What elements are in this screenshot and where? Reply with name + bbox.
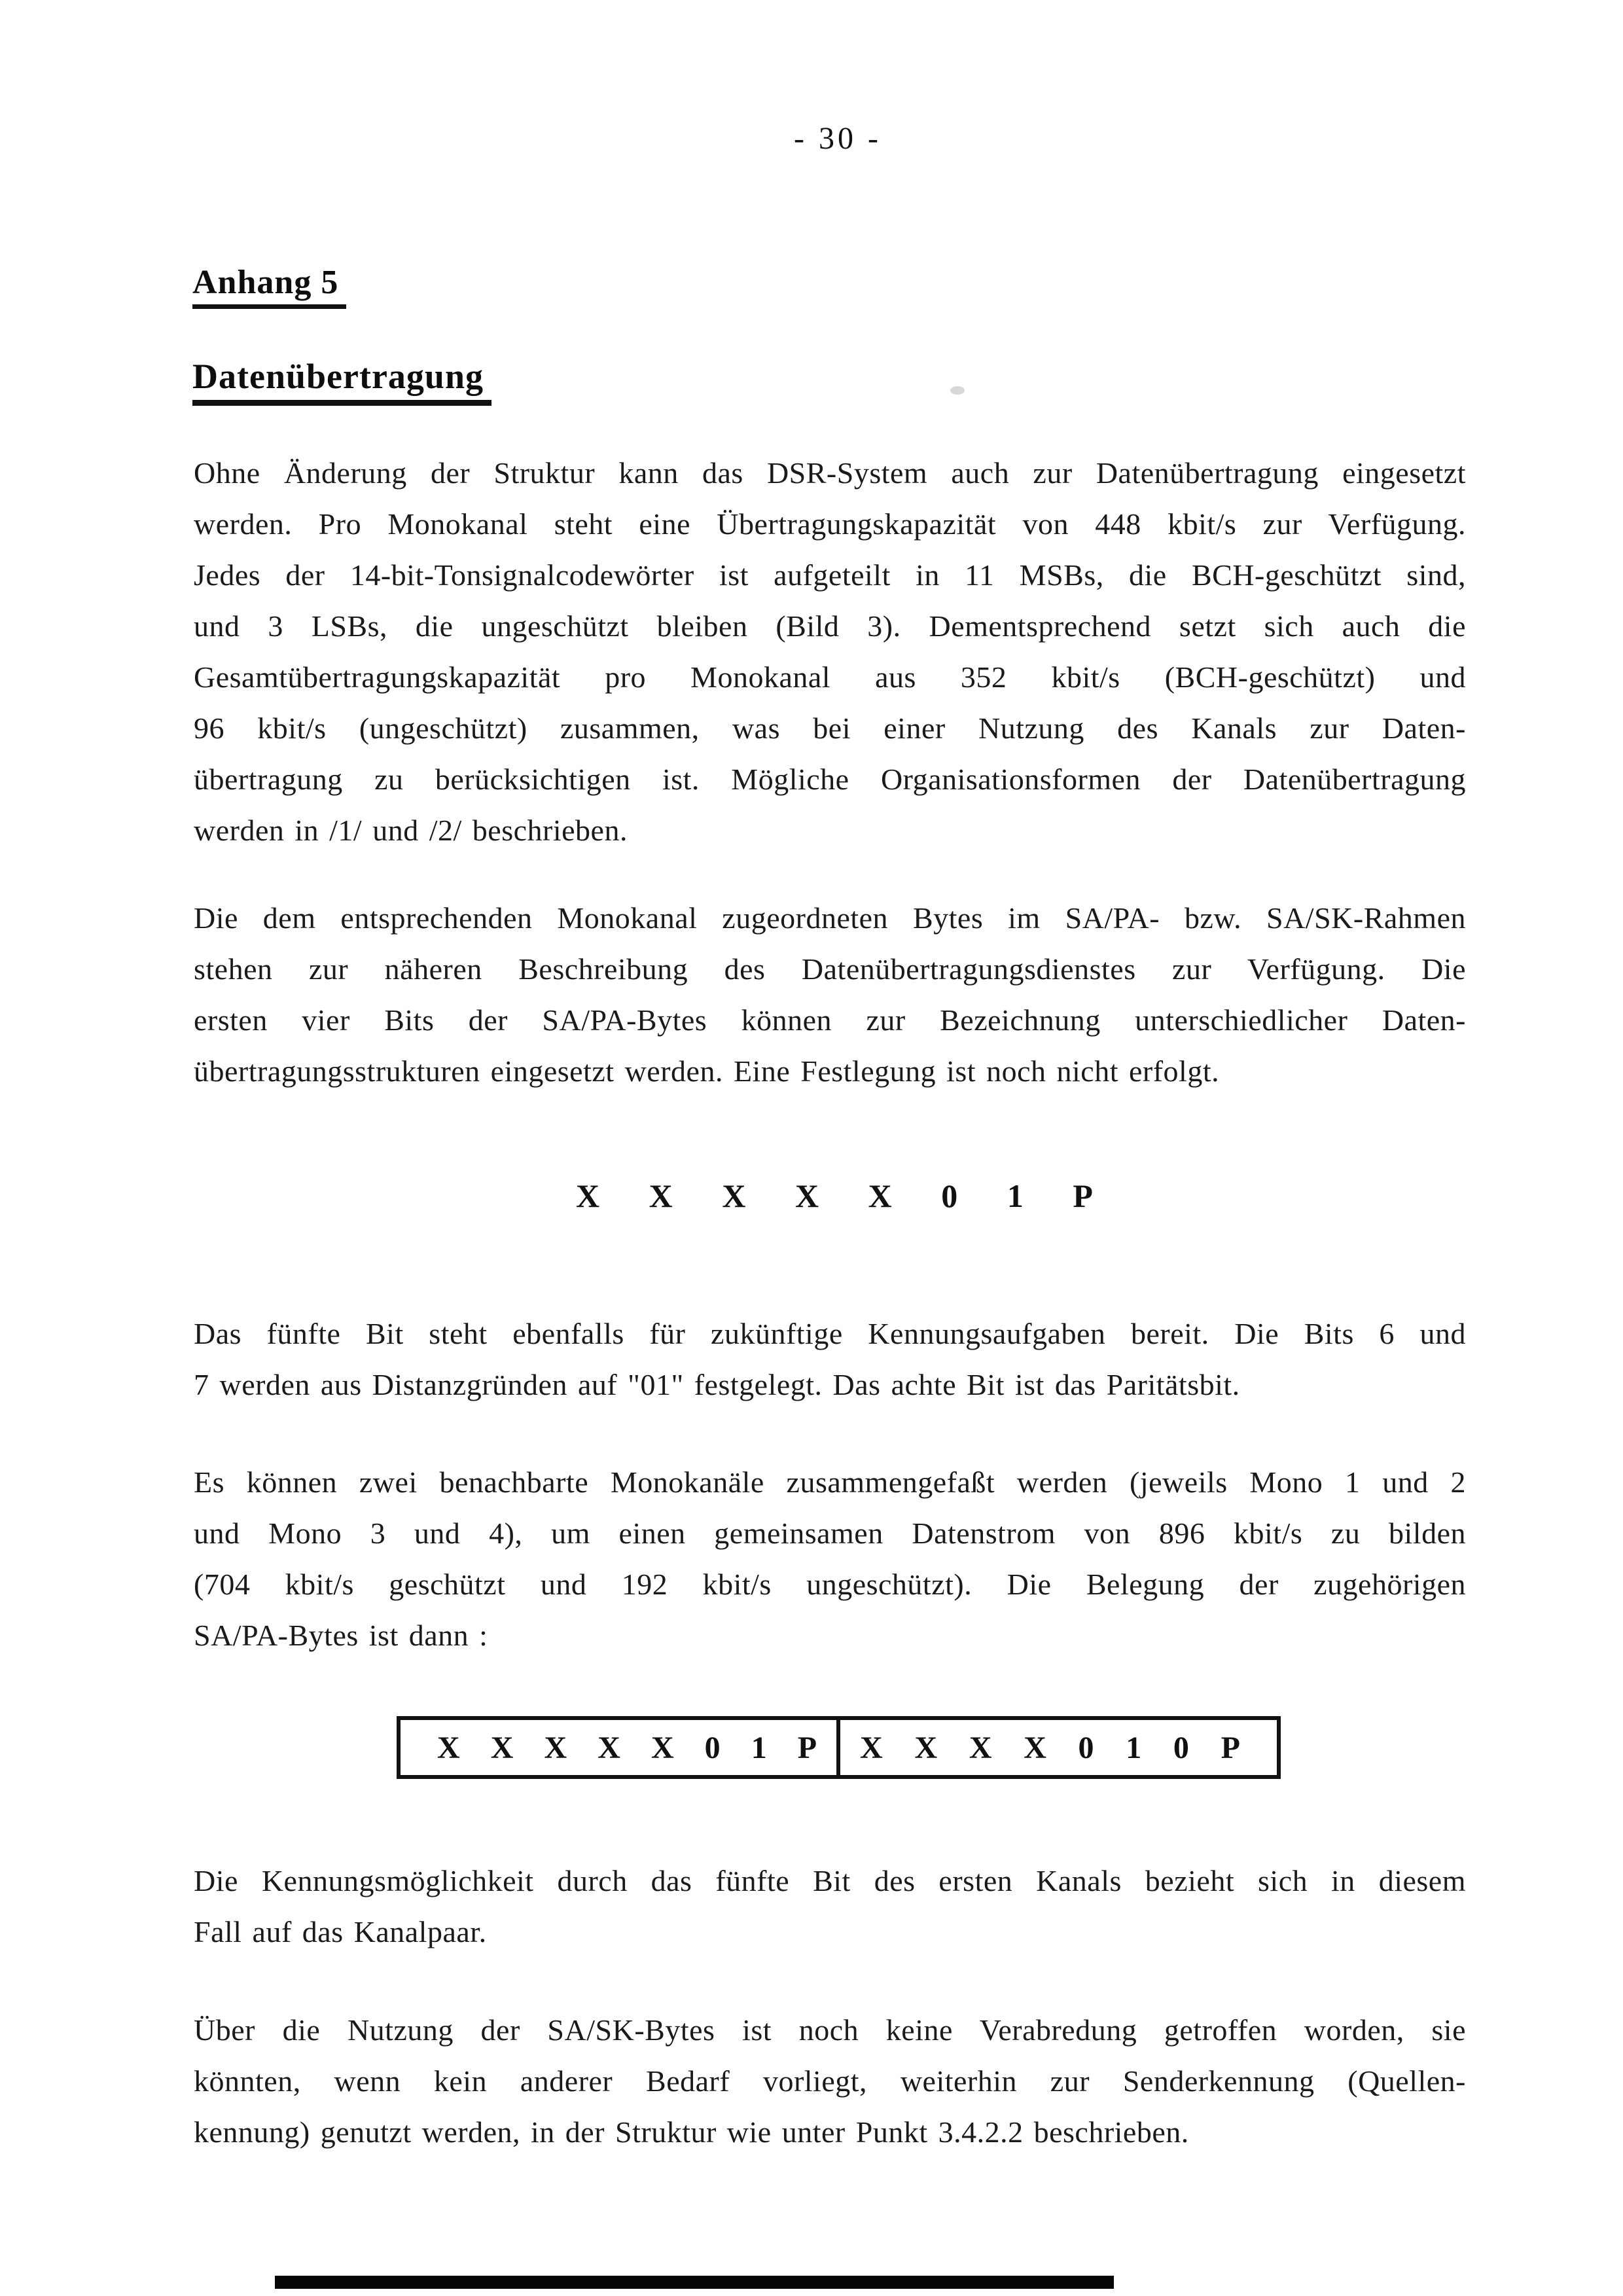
bit-symbol: X bbox=[969, 1730, 992, 1765]
byte-pattern-cell-second-channel bbox=[840, 1720, 1277, 1775]
text-line: 7 werden aus Distanzgründen auf "01" festgelegt. Das achte Bit ist das Paritätsbit. bbox=[194, 1368, 1240, 1401]
paragraph-kennung bbox=[194, 1856, 1466, 1958]
text-line: Über die Nutzung der SA/SK-Bytes ist noch keine Verabredung getroffen worden, sie bbox=[194, 2013, 1466, 2047]
bit-symbol: 0 bbox=[1078, 1730, 1094, 1765]
bit-symbol: P bbox=[797, 1730, 817, 1765]
text-line: (704 kbit/s geschützt und 192 kbit/s ungeschützt). Die Belegung der zugehörigen bbox=[194, 1568, 1466, 1601]
bit-symbol: P bbox=[1073, 1177, 1093, 1214]
bit-symbol: X bbox=[914, 1730, 938, 1765]
bit-symbol: X bbox=[544, 1730, 567, 1765]
text-line: und 3 LSBs, die ungeschützt bleiben (Bild 3). Dementsprechend setzt sich auch die bbox=[194, 609, 1466, 643]
paragraph-sa-pa-bytes bbox=[194, 893, 1466, 1097]
paragraph-channel-pair bbox=[194, 1457, 1466, 1661]
text-line: übertragungsstrukturen eingesetzt werden. Eine Festlegung ist noch nicht erfolgt. bbox=[194, 1054, 1220, 1088]
bit-symbol: 0 bbox=[1173, 1730, 1189, 1765]
text-line: kennung) genutzt werden, in der Struktur wie unter Punkt 3.4.2.2 beschrieben. bbox=[194, 2115, 1189, 2149]
bit-symbol: X bbox=[1024, 1730, 1046, 1765]
paragraph-capacity bbox=[194, 448, 1466, 856]
byte-pattern-single bbox=[576, 1175, 1093, 1217]
bit-symbol: 0 bbox=[704, 1730, 721, 1765]
paragraph-sa-sk-usage bbox=[194, 2005, 1466, 2158]
bit-symbol: X bbox=[576, 1177, 600, 1214]
text-line: Fall auf das Kanalpaar. bbox=[194, 1915, 487, 1948]
bit-symbol: X bbox=[860, 1730, 883, 1765]
appendix-heading-text: Anhang 5 bbox=[192, 264, 346, 309]
text-line: 96 kbit/s (ungeschützt) zusammen, was bei einer Nutzung des Kanals zur Daten- bbox=[194, 711, 1466, 745]
page-number: - 30 - bbox=[794, 121, 882, 156]
text-line: werden. Pro Monokanal steht eine Übertragungskapazität von 448 kbit/s zur Verfügung. bbox=[194, 507, 1466, 541]
bit-symbol: P bbox=[1221, 1730, 1240, 1765]
text-line: Die dem entsprechenden Monokanal zugeordneten Bytes im SA/PA- bzw. SA/SK-Rahmen bbox=[194, 901, 1466, 935]
byte-pattern-cell-first-channel bbox=[401, 1720, 840, 1775]
text-line: Ohne Änderung der Struktur kann das DSR-System auch zur Datenübertragung eingesetzt bbox=[194, 456, 1466, 490]
bit-symbol: 1 bbox=[1007, 1177, 1024, 1214]
text-line: Es können zwei benachbarte Monokanäle zusammengefaßt werden (jeweils Mono 1 und 2 bbox=[194, 1465, 1466, 1499]
bit-symbol: X bbox=[651, 1730, 674, 1765]
text-line: Jedes der 14-bit-Tonsignalcodewörter ist aufgeteilt in 11 MSBs, die BCH-geschützt sind, bbox=[194, 558, 1466, 592]
bit-symbol: X bbox=[649, 1177, 673, 1214]
scan-smudge-artifact bbox=[950, 386, 965, 395]
text-line: ersten vier Bits der SA/PA-Bytes können zur Bezeichnung unterschiedlicher Daten- bbox=[194, 1003, 1466, 1037]
bit-symbol: X bbox=[794, 1177, 819, 1214]
section-heading bbox=[192, 357, 491, 406]
text-line: Das fünfte Bit steht ebenfalls für zukünftige Kennungsaufgaben bereit. Die Bits 6 und bbox=[194, 1317, 1466, 1350]
bit-symbol: X bbox=[437, 1730, 460, 1765]
text-line: könnten, wenn kein anderer Bedarf vorliegt, weiterhin zur Senderkennung (Quellen- bbox=[194, 2064, 1466, 2098]
text-line: Die Kennungsmöglichkeit durch das fünfte Bit des ersten Kanals bezieht sich in diesem bbox=[194, 1864, 1466, 1897]
bit-symbol: 1 bbox=[1126, 1730, 1142, 1765]
bit-symbol: X bbox=[597, 1730, 620, 1765]
appendix-heading bbox=[192, 264, 346, 309]
byte-pattern-box bbox=[397, 1716, 1281, 1779]
scan-bar-artifact bbox=[275, 2276, 1114, 2289]
bit-symbol: 1 bbox=[751, 1730, 767, 1765]
bit-symbol: X bbox=[490, 1730, 514, 1765]
section-heading-text: Datenübertragung bbox=[192, 357, 491, 406]
text-line: stehen zur näheren Beschreibung des Datenübertragungsdienstes zur Verfügung. Die bbox=[194, 952, 1466, 986]
text-line: SA/PA-Bytes ist dann : bbox=[194, 1619, 488, 1652]
bit-symbol: 0 bbox=[941, 1177, 958, 1214]
text-line: übertragung zu berücksichtigen ist. Mögliche Organisationsformen der Datenübertragung bbox=[194, 762, 1466, 796]
bit-symbol: X bbox=[722, 1177, 746, 1214]
bit-symbol: X bbox=[868, 1177, 892, 1214]
text-line: werden in /1/ und /2/ beschrieben. bbox=[194, 814, 628, 847]
paragraph-fifth-bit bbox=[194, 1308, 1466, 1410]
text-line: und Mono 3 und 4), um einen gemeinsamen Datenstrom von 896 kbit/s zu bilden bbox=[194, 1516, 1466, 1550]
text-line: Gesamtübertragungskapazität pro Monokanal aus 352 kbit/s (BCH-geschützt) und bbox=[194, 660, 1466, 694]
